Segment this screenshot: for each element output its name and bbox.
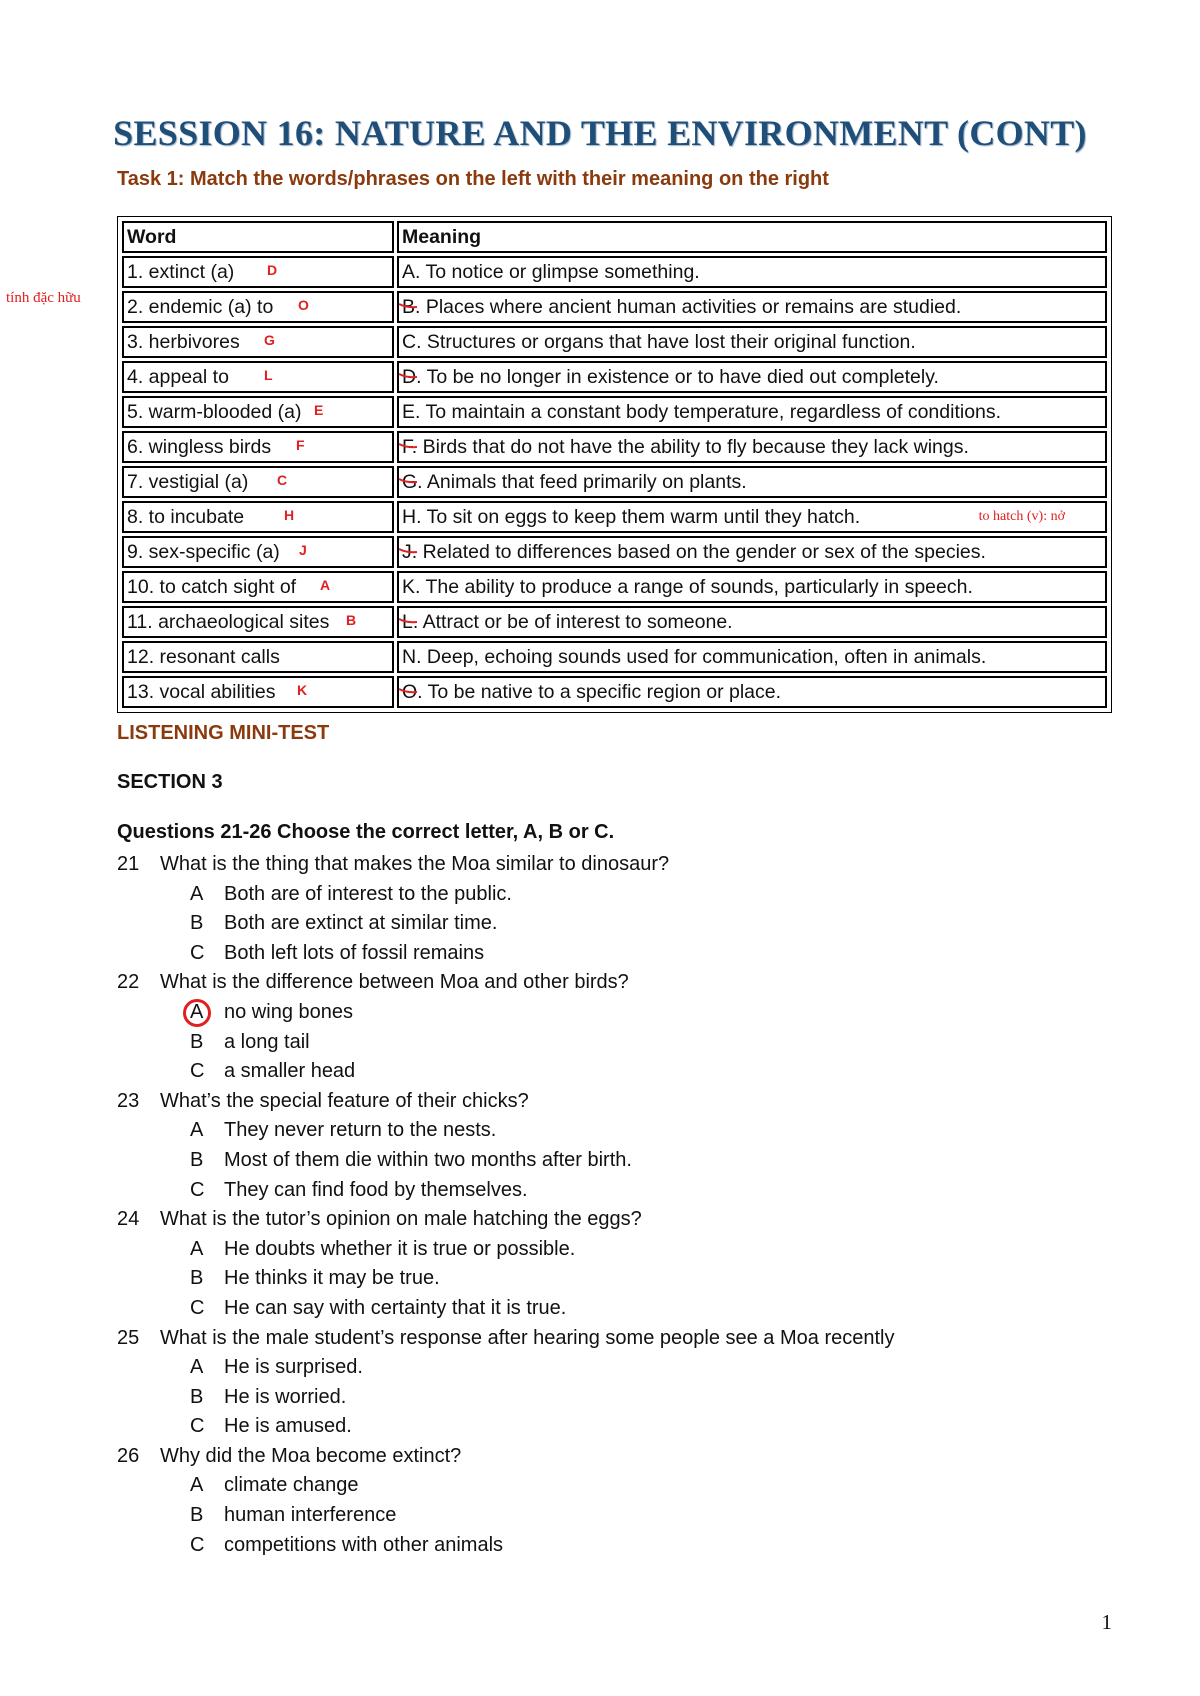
- table-row: [122, 676, 1107, 708]
- option-letter: C: [190, 1178, 205, 1201]
- option-letter: C: [190, 1296, 205, 1319]
- tick-mark-icon: [397, 440, 419, 454]
- answer-option: [117, 1176, 1117, 1206]
- table-row: [122, 291, 1107, 323]
- meaning-text: L. Attract or be of interest to someone.: [402, 610, 733, 633]
- circled-answer-mark: [183, 999, 211, 1027]
- table-row: [122, 326, 1107, 358]
- word-text: 13. vocal abilities: [127, 680, 276, 703]
- option-letter: C: [190, 1415, 205, 1438]
- answer-option: [117, 1412, 1117, 1442]
- meaning-text: J. Related to differences based on the gender or sex of the species.: [402, 540, 986, 563]
- option-letter: B: [190, 912, 204, 935]
- handwritten-answer: G: [264, 332, 275, 348]
- option-letter: B: [190, 1385, 204, 1408]
- word-text: 10. to catch sight of: [127, 575, 297, 598]
- question-text: What is the tutor’s opinion on male hatching the eggs?: [160, 1208, 642, 1231]
- meaning-cell: [397, 466, 1107, 498]
- answer-option: [117, 1294, 1117, 1324]
- meaning-cell: [397, 606, 1107, 638]
- meaning-cell: [397, 256, 1107, 288]
- question-24: [117, 1205, 1117, 1235]
- meaning-cell: [397, 571, 1107, 603]
- option-text: climate change: [224, 1474, 359, 1497]
- answer-option: [117, 1383, 1117, 1413]
- page-title: SESSION 16: NATURE AND THE ENVIRONMENT (CONT): [113, 113, 1087, 153]
- handwritten-note: to hatch (v): nở: [978, 509, 1065, 524]
- meaning-cell: [397, 501, 1107, 533]
- question-text: What is the thing that makes the Moa similar to dinosaur?: [160, 853, 670, 875]
- meaning-text: C. Structures or organs that have lost their original function.: [402, 330, 916, 353]
- matching-table: [117, 216, 1112, 713]
- question-text: What is the difference between Moa and other birds?: [160, 971, 629, 994]
- section-heading: SECTION 3: [117, 771, 223, 793]
- word-text: 9. sex-specific (a): [127, 540, 280, 563]
- meaning-cell: [397, 361, 1107, 393]
- table-row: [122, 256, 1107, 288]
- option-letter: A: [190, 1119, 204, 1142]
- word-text: 7. vestigial (a): [127, 470, 249, 493]
- question-number: 26: [117, 1444, 140, 1467]
- question-number: 22: [117, 971, 140, 994]
- tick-mark-icon: [397, 685, 419, 699]
- table-row: [122, 501, 1107, 533]
- option-text: They never return to the nests.: [224, 1119, 497, 1142]
- handwritten-answer: K: [297, 682, 308, 698]
- tick-mark-icon: [397, 545, 419, 559]
- word-cell: [122, 256, 394, 288]
- word-cell: [122, 396, 394, 428]
- word-cell: [122, 361, 394, 393]
- word-text: 5. warm-blooded (a): [127, 400, 302, 423]
- page-number: 1: [1101, 1610, 1112, 1634]
- option-text: He can say with certainty that it is true.: [224, 1296, 567, 1319]
- option-letter: C: [190, 1533, 205, 1556]
- option-text: a long tail: [224, 1030, 310, 1053]
- meaning-text: G. Animals that feed primarily on plants.: [402, 470, 747, 493]
- handwritten-answer: F: [296, 437, 305, 453]
- word-text: 12. resonant calls: [127, 645, 280, 668]
- handwritten-answer: A: [320, 577, 331, 593]
- answer-option: [117, 1531, 1117, 1561]
- answer-option: [117, 1235, 1117, 1265]
- table-row: [122, 431, 1107, 463]
- meaning-text: D. To be no longer in existence or to have died out completely.: [402, 365, 939, 388]
- answer-option: [117, 1471, 1117, 1501]
- option-letter: A: [190, 1356, 204, 1379]
- option-text: no wing bones: [224, 1000, 353, 1023]
- meaning-cell: [397, 431, 1107, 463]
- word-cell: [122, 676, 394, 708]
- question-23: [117, 1087, 1117, 1117]
- option-letter: B: [190, 1267, 204, 1290]
- word-text: 2. endemic (a) to: [127, 295, 274, 318]
- question-number: 24: [117, 1208, 140, 1231]
- meaning-cell: [397, 396, 1107, 428]
- meaning-cell: [397, 536, 1107, 568]
- option-text: He is worried.: [224, 1385, 347, 1408]
- word-text: 6. wingless birds: [127, 435, 272, 458]
- option-text: He is surprised.: [224, 1356, 363, 1379]
- meaning-text: B. Places where ancient human activities or remains are studied.: [402, 295, 962, 318]
- option-letter: A: [190, 882, 204, 905]
- meaning-text: E. To maintain a constant body temperature, regardless of conditions.: [402, 400, 1002, 423]
- listening-heading: LISTENING MINI-TEST: [117, 722, 330, 744]
- option-letter: B: [190, 1030, 204, 1053]
- answer-option: [117, 1264, 1117, 1294]
- option-text: He thinks it may be true.: [224, 1267, 440, 1290]
- meaning-cell: [397, 676, 1107, 708]
- option-text: Both are of interest to the public.: [224, 882, 512, 905]
- question-text: What’s the special feature of their chicks?: [160, 1089, 529, 1112]
- table-header-row: [122, 221, 1107, 253]
- word-text: 3. herbivores: [127, 330, 240, 353]
- option-letter: C: [190, 1060, 205, 1083]
- word-cell: [122, 431, 394, 463]
- table-row: [122, 396, 1107, 428]
- meaning-text: K. The ability to produce a range of sounds, particularly in speech.: [402, 575, 973, 598]
- meaning-text: F. Birds that do not have the ability to fly because they lack wings.: [402, 435, 969, 458]
- word-cell: [122, 501, 394, 533]
- word-cell: [122, 536, 394, 568]
- question-26: [117, 1442, 1117, 1472]
- word-cell: [122, 466, 394, 498]
- answer-option: [117, 880, 1117, 910]
- meaning-text: O. To be native to a specific region or place.: [402, 680, 782, 703]
- option-letter: B: [190, 1504, 204, 1527]
- option-letter: A: [190, 1237, 204, 1260]
- meaning-cell: [397, 291, 1107, 323]
- question-number: 25: [117, 1326, 140, 1349]
- tick-mark-icon: [397, 300, 419, 314]
- tick-mark-icon: [397, 615, 419, 629]
- option-letter: B: [190, 1148, 204, 1171]
- word-text: 11. archaeological sites: [127, 610, 330, 633]
- answer-option: [117, 939, 1117, 969]
- option-text: human interference: [224, 1504, 397, 1527]
- table-row: [122, 361, 1107, 393]
- header-meaning: Meaning: [397, 221, 1107, 253]
- meaning-text: A. To notice or glimpse something.: [402, 260, 700, 283]
- meaning-text: H. To sit on eggs to keep them warm until they hatch.: [402, 505, 861, 528]
- meaning-text: N. Deep, echoing sounds used for communication, often in animals.: [402, 645, 987, 668]
- word-text: 1. extinct (a): [127, 260, 235, 283]
- question-22: [117, 968, 1117, 998]
- option-text: competitions with other animals: [224, 1533, 504, 1556]
- option-text: Both left lots of fossil remains: [224, 941, 485, 964]
- table-row: [122, 606, 1107, 638]
- word-text: 4. appeal to: [127, 365, 229, 388]
- handwritten-answer: B: [346, 612, 357, 628]
- answer-option: [117, 1116, 1117, 1146]
- answer-option: [117, 998, 1117, 1028]
- option-text: They can find food by themselves.: [224, 1178, 528, 1201]
- question-number: 21: [117, 853, 140, 875]
- table-row: [122, 536, 1107, 568]
- meaning-cell: [397, 326, 1107, 358]
- word-cell: [122, 641, 394, 673]
- answer-option: [117, 909, 1117, 939]
- task-heading: Task 1: Match the words/phrases on the left with their meaning on the right: [117, 168, 829, 190]
- question-text: What is the male student’s response after hearing some people see a Moa recently: [160, 1326, 895, 1349]
- handwritten-answer: D: [267, 262, 278, 278]
- answer-option: [117, 1353, 1117, 1383]
- word-text: 8. to incubate: [127, 505, 245, 528]
- question-25: [117, 1324, 1117, 1354]
- option-letter: A: [190, 1000, 204, 1023]
- word-cell: [122, 291, 394, 323]
- handwritten-answer: C: [277, 472, 288, 488]
- tick-mark-icon: [397, 475, 419, 489]
- word-cell: [122, 326, 394, 358]
- option-text: He is amused.: [224, 1415, 352, 1438]
- answer-option: [117, 1146, 1117, 1176]
- handwritten-answer: L: [264, 367, 273, 383]
- word-cell: [122, 571, 394, 603]
- table-row: [122, 571, 1107, 603]
- option-letter: A: [190, 1474, 204, 1497]
- meaning-cell: [397, 641, 1107, 673]
- handwritten-answer: H: [284, 507, 295, 523]
- option-text: Most of them die within two months after birth.: [224, 1148, 632, 1171]
- table-row: [122, 466, 1107, 498]
- header-word: Word: [122, 221, 394, 253]
- handwritten-answer: O: [298, 297, 309, 313]
- question-text: Why did the Moa become extinct?: [160, 1444, 462, 1467]
- questions-instruction: Questions 21-26 Choose the correct letter, A, B or C.: [117, 821, 615, 843]
- handwritten-side-note: tính đặc hữu: [6, 290, 81, 306]
- option-letter: C: [190, 941, 205, 964]
- handwritten-answer: E: [314, 402, 324, 418]
- question-list: [117, 850, 1117, 1560]
- question-21: [117, 850, 1117, 880]
- option-text: Both are extinct at similar time.: [224, 912, 498, 935]
- answer-option: [117, 1501, 1117, 1531]
- question-number: 23: [117, 1089, 140, 1112]
- word-cell: [122, 606, 394, 638]
- option-text: He doubts whether it is true or possible.: [224, 1237, 576, 1260]
- table-row: [122, 641, 1107, 673]
- tick-mark-icon: [397, 370, 419, 384]
- answer-option: [117, 1057, 1117, 1087]
- answer-option: [117, 1028, 1117, 1058]
- handwritten-answer: J: [299, 542, 307, 558]
- option-text: a smaller head: [224, 1060, 356, 1083]
